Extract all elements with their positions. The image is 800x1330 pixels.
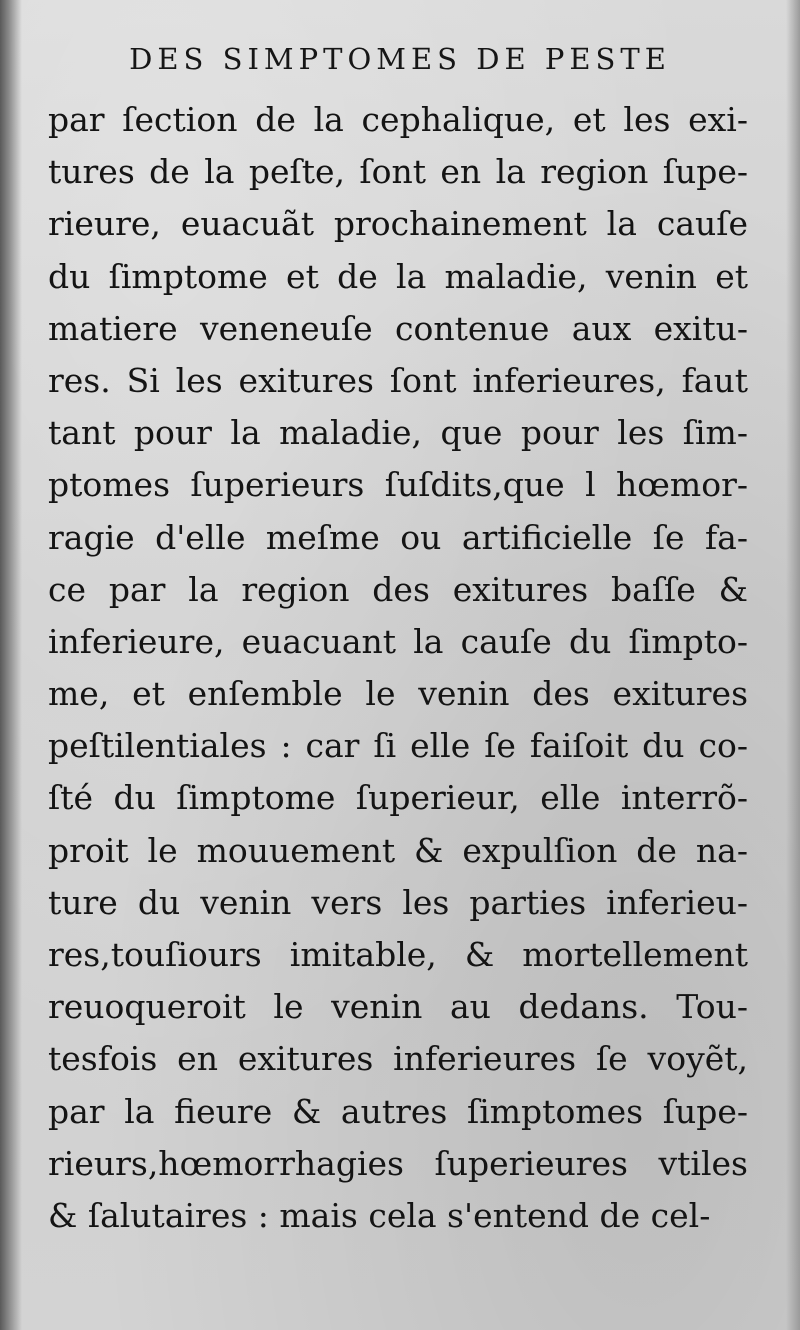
text-line: ptomes ſuperieurs ſuſdits,que l hœmor- xyxy=(48,465,748,505)
text-line: tesfois en exitures inferieures ſe voyẽt, xyxy=(48,1039,748,1079)
text-line: ce par la region des exitures baſſe & xyxy=(48,569,748,609)
text-line: ragie d'elle meſme ou artificielle ſe fa- xyxy=(48,517,748,557)
text-line: res. Si les exitures ſont inferieures, faut xyxy=(48,360,748,400)
text-line: matiere veneneuſe contenue aux exitu- xyxy=(48,308,748,348)
text-line: rieurs,hœmorrhagies ſuperieures vtiles xyxy=(48,1143,748,1183)
text-line: ture du venin vers les parties inferieu- xyxy=(48,882,748,922)
text-line: me, et enſemble le venin des exitures xyxy=(48,674,748,714)
text-line: tures de la peſte, ſont en la region ſupe- xyxy=(48,152,748,192)
page-gutter-shadow xyxy=(0,0,22,1330)
text-line: peſtilentiales : car ſi elle ſe faiſoit du co- xyxy=(48,726,748,766)
body-text xyxy=(48,94,748,1242)
text-line: reuoqueroit le venin au dedans. Tou- xyxy=(48,987,748,1027)
text-line: ſté du ſimptome ſuperieur, elle interrõ- xyxy=(48,778,748,818)
running-head: DES SIMPTOMES DE PESTE xyxy=(129,42,671,76)
text-line: inferieure, euacuant la cauſe du ſimpto- xyxy=(48,621,748,661)
text-line: rieure, euacuãt prochainement la cauſe xyxy=(48,204,748,244)
text-line: res,touſiours imitable, & mortellement xyxy=(48,935,748,974)
page-edge-shadow xyxy=(786,0,800,1330)
text-line: tant pour la maladie, que pour les ſim- xyxy=(48,413,748,453)
text-line: par la fieure & autres ſimptomes ſupe- xyxy=(48,1091,748,1131)
text-line: proit le mouuement & expulſion de na- xyxy=(48,830,748,870)
text-line: & ſalutaires : mais cela s'entend de cel- xyxy=(48,1195,711,1235)
text-line: par ſection de la cephalique, et les exi- xyxy=(48,100,748,139)
text-line: du ſimptome et de la maladie, venin et xyxy=(48,256,748,296)
